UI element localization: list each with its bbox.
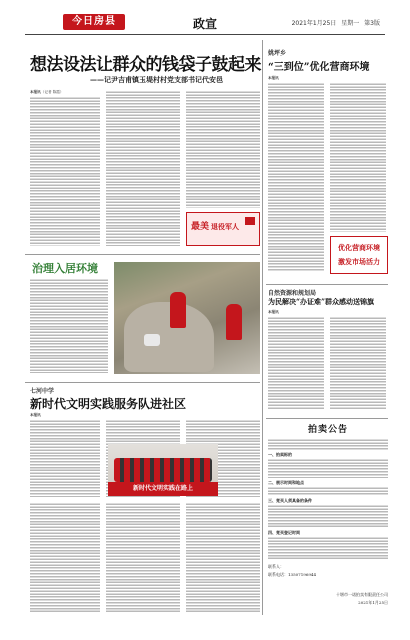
main-subhead: ——记尹吉甫镇玉堤村村党支部书记代安邑	[90, 75, 223, 84]
volunteer-photo	[114, 262, 260, 374]
photo-rock	[124, 302, 214, 372]
notice-section-3: 三、竞买人须具备的条件	[268, 498, 312, 503]
notice-org: 十堰市一诺拍卖有限责任公司	[336, 592, 388, 597]
contact-label: 联系人：	[268, 564, 284, 569]
photo-person-2	[226, 304, 242, 340]
section-rule-1	[25, 254, 260, 255]
right-mid-text-2	[330, 316, 386, 410]
college-text-6	[186, 502, 260, 612]
volunteer-title: 治理入居环境	[32, 262, 98, 275]
notice-intro	[268, 438, 388, 450]
right-mid-byline: 本报讯	[268, 310, 279, 314]
main-byline	[30, 90, 64, 95]
promo-line1: 最美	[191, 222, 210, 232]
photo-person-1	[170, 292, 186, 328]
notice-section-4: 四、竞买登记时间	[268, 530, 300, 535]
college-text-4	[30, 502, 100, 612]
right-top-article	[268, 48, 388, 278]
byline-label: 本报讯	[30, 90, 41, 94]
college-caption	[108, 482, 218, 496]
phone-number: 13507196944	[288, 572, 316, 577]
slogan-box	[330, 236, 388, 274]
college-text-1	[30, 419, 100, 497]
right-mid-text-1	[268, 316, 324, 410]
college-byline: 本报讯	[30, 413, 41, 417]
right-rule-1	[266, 284, 388, 285]
main-col-2-text	[106, 90, 180, 246]
photo-group	[114, 458, 212, 482]
right-mid-article	[268, 288, 388, 413]
column-divider	[262, 40, 263, 615]
issue-date: 2021年1月25日	[291, 20, 337, 27]
main-headline: 想法设法让群众的钱袋子鼓起来	[30, 55, 261, 75]
promo-veterans	[186, 212, 260, 246]
phone-label: 联系电话：	[268, 572, 288, 577]
notice-date: 2021年1月25日	[358, 600, 388, 605]
main-col-1-text	[30, 96, 100, 246]
masthead-logo	[63, 14, 125, 30]
right-rule-2	[266, 418, 388, 419]
byline-intro: （记者 陈霞）	[40, 90, 64, 94]
volunteer-text	[30, 278, 108, 373]
right-top-headline: “三到位”优化营商环境	[268, 62, 370, 73]
notice-section-1-text	[268, 458, 388, 478]
main-article-body	[30, 90, 260, 250]
college-photo	[108, 444, 218, 496]
logo-text: 今日房县	[72, 16, 116, 27]
notice-section-2-text	[268, 486, 388, 496]
notice-phone	[268, 572, 316, 578]
promo-line2: 退役军人	[211, 222, 239, 231]
issue-info	[270, 18, 380, 27]
right-top-text-2	[330, 82, 386, 232]
notice-section-4-text	[268, 536, 388, 560]
flag-icon	[245, 217, 255, 225]
notice-section-1: 一、拍卖标的	[268, 452, 292, 457]
college-section	[30, 386, 260, 616]
notice-title: 拍卖公告	[307, 425, 348, 435]
slogan-line-2: 激发市场活力	[338, 257, 380, 266]
volunteer-section	[30, 258, 260, 378]
auction-notice	[268, 422, 388, 612]
masthead-rule	[25, 34, 385, 35]
college-headline: 新时代文明实践服务队进社区	[30, 397, 187, 411]
masthead	[0, 0, 410, 40]
section-name: 政宣	[192, 17, 217, 31]
right-top-text-1	[268, 82, 324, 272]
college-kicker: 七河中学	[30, 388, 55, 395]
notice-section-2: 二、展示时间和地点	[268, 480, 304, 485]
photo-bag	[144, 334, 160, 346]
caption-text: 新时代文明实践在路上	[132, 485, 193, 492]
notice-contact	[268, 564, 284, 570]
right-mid-headline: 为民解决“办证难”群众感动送锦旗	[268, 297, 375, 306]
section-rule-2	[25, 382, 260, 383]
college-text-5	[106, 502, 180, 612]
issue-page: 第3版	[364, 20, 380, 27]
right-top-byline: 本报讯	[268, 76, 279, 80]
right-mid-kicker: 自然资源和规划局	[268, 290, 317, 297]
main-col-3-text	[186, 90, 260, 208]
right-top-kicker: 姚坪乡	[268, 50, 287, 57]
issue-weekday: 星期一	[341, 20, 360, 27]
slogan-line-1: 优化营商环境	[338, 243, 380, 252]
notice-section-3-text	[268, 504, 388, 528]
